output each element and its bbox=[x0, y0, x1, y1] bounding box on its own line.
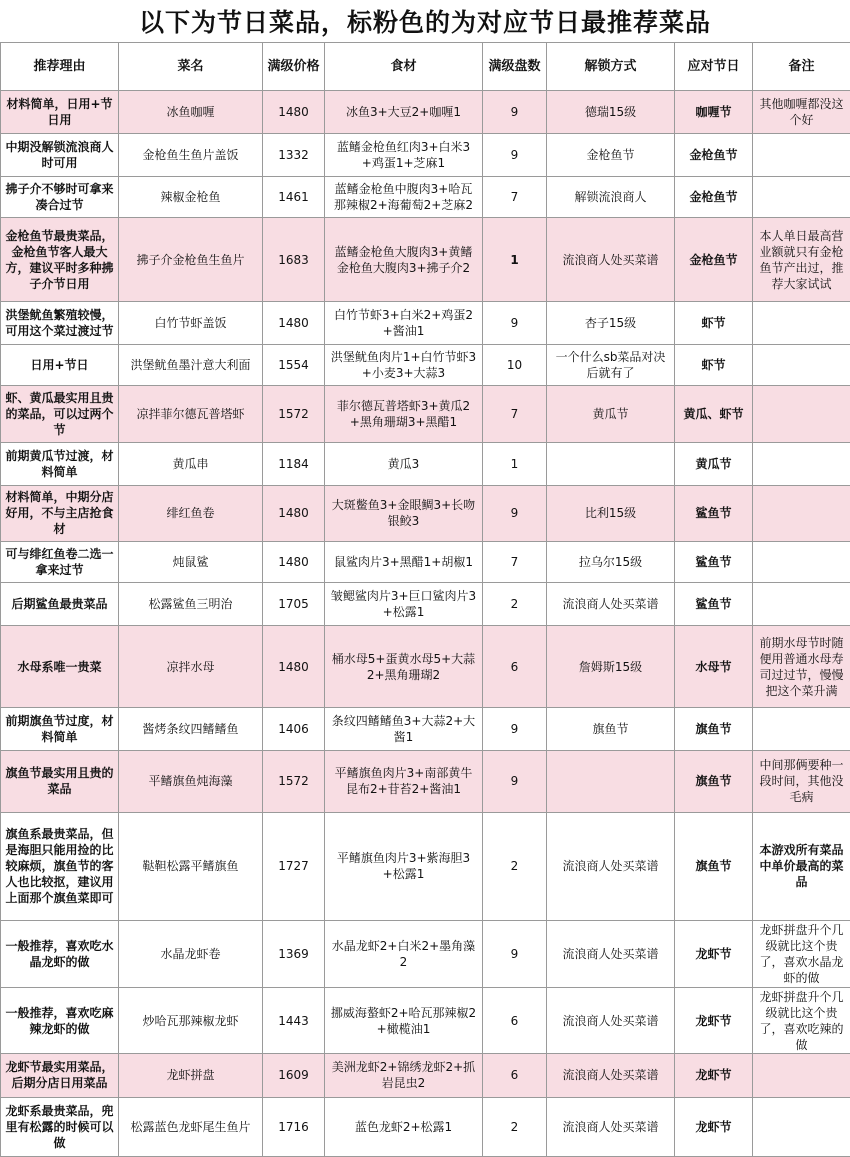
servings-cell: 9 bbox=[483, 708, 547, 751]
price-cell: 1369 bbox=[263, 921, 325, 988]
festival-cell: 水母节 bbox=[675, 626, 753, 708]
note-cell bbox=[753, 1054, 850, 1097]
servings-cell: 2 bbox=[483, 582, 547, 625]
unlock-cell: 流浪商人处买菜谱 bbox=[547, 987, 675, 1054]
servings-cell: 6 bbox=[483, 1054, 547, 1097]
festival-cell: 旗鱼节 bbox=[675, 812, 753, 921]
ingredients-cell: 平鳍旗鱼肉片3+南部黄牛昆布2+苷苔2+酱油1 bbox=[325, 751, 483, 813]
servings-cell: 1 bbox=[483, 442, 547, 485]
dish-cell: 洪堡鱿鱼墨汁意大利面 bbox=[119, 345, 263, 386]
ingredients-cell: 平鳍旗鱼肉片3+紫海胆3+松露1 bbox=[325, 812, 483, 921]
dish-cell: 龙虾拼盘 bbox=[119, 1054, 263, 1097]
price-cell: 1332 bbox=[263, 134, 325, 177]
servings-cell: 10 bbox=[483, 345, 547, 386]
table-row bbox=[1, 987, 850, 1054]
header-unlock: 解锁方式 bbox=[547, 43, 675, 91]
servings-cell: 6 bbox=[483, 626, 547, 708]
table-row bbox=[1, 1054, 850, 1097]
table-row bbox=[1, 708, 850, 751]
unlock-cell: 流浪商人处买菜谱 bbox=[547, 218, 675, 302]
servings-cell: 6 bbox=[483, 987, 547, 1054]
unlock-cell: 流浪商人处买菜谱 bbox=[547, 1097, 675, 1156]
festival-cell: 龙虾节 bbox=[675, 921, 753, 988]
festival-cell: 黄瓜节 bbox=[675, 442, 753, 485]
reason-cell: 材料简单，中期分店好用，不与主店抢食材 bbox=[1, 485, 119, 541]
unlock-cell: 旗鱼节 bbox=[547, 708, 675, 751]
festival-cell: 鲨鱼节 bbox=[675, 541, 753, 582]
unlock-cell: 詹姆斯15级 bbox=[547, 626, 675, 708]
festival-cell: 龙虾节 bbox=[675, 1097, 753, 1156]
price-cell: 1572 bbox=[263, 386, 325, 442]
ingredients-cell: 蓝色龙虾2+松露1 bbox=[325, 1097, 483, 1156]
table-row bbox=[1, 626, 850, 708]
festival-cell: 旗鱼节 bbox=[675, 708, 753, 751]
table-row bbox=[1, 582, 850, 625]
table-row bbox=[1, 812, 850, 921]
header-festival: 应对节日 bbox=[675, 43, 753, 91]
note-cell: 其他咖喱都没这个好 bbox=[753, 91, 850, 134]
reason-cell: 前期黄瓜节过渡，材料简单 bbox=[1, 442, 119, 485]
dish-cell: 酱烤条纹四鳍鳍鱼 bbox=[119, 708, 263, 751]
price-cell: 1683 bbox=[263, 218, 325, 302]
servings-cell: 9 bbox=[483, 302, 547, 345]
servings-cell: 7 bbox=[483, 541, 547, 582]
dish-cell: 炖鼠鲨 bbox=[119, 541, 263, 582]
servings-cell: 9 bbox=[483, 751, 547, 813]
header-ingredients: 食材 bbox=[325, 43, 483, 91]
servings-cell: 9 bbox=[483, 134, 547, 177]
note-cell bbox=[753, 708, 850, 751]
ingredients-cell: 美洲龙虾2+锦绣龙虾2+抓岩昆虫2 bbox=[325, 1054, 483, 1097]
header-dish: 菜名 bbox=[119, 43, 263, 91]
servings-cell: 9 bbox=[483, 921, 547, 988]
price-cell: 1443 bbox=[263, 987, 325, 1054]
dish-cell: 拂子介金枪鱼生鱼片 bbox=[119, 218, 263, 302]
festival-cell: 鲨鱼节 bbox=[675, 582, 753, 625]
servings-cell: 2 bbox=[483, 1097, 547, 1156]
unlock-cell: 解锁流浪商人 bbox=[547, 177, 675, 218]
unlock-cell bbox=[547, 442, 675, 485]
festival-cell: 龙虾节 bbox=[675, 1054, 753, 1097]
price-cell: 1480 bbox=[263, 626, 325, 708]
ingredients-cell: 黄瓜3 bbox=[325, 442, 483, 485]
dish-cell: 水晶龙虾卷 bbox=[119, 921, 263, 988]
ingredients-cell: 水晶龙虾2+白米2+墨角藻2 bbox=[325, 921, 483, 988]
festival-cell: 金枪鱼节 bbox=[675, 134, 753, 177]
unlock-cell: 流浪商人处买菜谱 bbox=[547, 812, 675, 921]
reason-cell: 拂子介不够时可拿来凑合过节 bbox=[1, 177, 119, 218]
reason-cell: 洪堡鱿鱼繁殖较慢，可用这个菜过渡过节 bbox=[1, 302, 119, 345]
festival-cell: 金枪鱼节 bbox=[675, 218, 753, 302]
festival-cell: 虾节 bbox=[675, 302, 753, 345]
note-cell bbox=[753, 134, 850, 177]
dish-cell: 黄瓜串 bbox=[119, 442, 263, 485]
table-row bbox=[1, 386, 850, 442]
note-cell: 本人单日最高营业额就只有金枪鱼节产出过，推荐大家试试 bbox=[753, 218, 850, 302]
price-cell: 1572 bbox=[263, 751, 325, 813]
price-cell: 1480 bbox=[263, 541, 325, 582]
ingredients-cell: 菲尔德瓦普塔虾3+黄瓜2+黑角珊瑚3+黑醋1 bbox=[325, 386, 483, 442]
servings-cell: 2 bbox=[483, 812, 547, 921]
reason-cell: 日用+节日 bbox=[1, 345, 119, 386]
table-row bbox=[1, 91, 850, 134]
reason-cell: 前期旗鱼节过度，材料简单 bbox=[1, 708, 119, 751]
ingredients-cell: 条纹四鳍鳍鱼3+大蒜2+大酱1 bbox=[325, 708, 483, 751]
table-row bbox=[1, 218, 850, 302]
table-row bbox=[1, 177, 850, 218]
reason-cell: 旗鱼节最实用且贵的菜品 bbox=[1, 751, 119, 813]
table-body bbox=[1, 91, 850, 1157]
reason-cell: 材料简单，日用+节日用 bbox=[1, 91, 119, 134]
price-cell: 1705 bbox=[263, 582, 325, 625]
price-cell: 1609 bbox=[263, 1054, 325, 1097]
dish-cell: 辣椒金枪鱼 bbox=[119, 177, 263, 218]
dish-cell: 白竹节虾盖饭 bbox=[119, 302, 263, 345]
servings-cell: 7 bbox=[483, 177, 547, 218]
festival-cell: 金枪鱼节 bbox=[675, 177, 753, 218]
ingredients-cell: 鼠鲨肉片3+黑醋1+胡椒1 bbox=[325, 541, 483, 582]
table-row bbox=[1, 1097, 850, 1156]
price-cell: 1716 bbox=[263, 1097, 325, 1156]
unlock-cell bbox=[547, 751, 675, 813]
unlock-cell: 黄瓜节 bbox=[547, 386, 675, 442]
unlock-cell: 流浪商人处买菜谱 bbox=[547, 1054, 675, 1097]
dish-cell: 平鳍旗鱼炖海藻 bbox=[119, 751, 263, 813]
reason-cell: 中期没解锁流浪商人时可用 bbox=[1, 134, 119, 177]
header-servings: 满级盘数 bbox=[483, 43, 547, 91]
festival-cell: 咖喱节 bbox=[675, 91, 753, 134]
reason-cell: 一般推荐，喜欢吃麻辣龙虾的做 bbox=[1, 987, 119, 1054]
ingredients-cell: 蓝鳍金枪鱼红肉3+白米3+鸡蛋1+芝麻1 bbox=[325, 134, 483, 177]
unlock-cell: 比利15级 bbox=[547, 485, 675, 541]
ingredients-cell: 皱鳃鲨肉片3+巨口鲨肉片3+松露1 bbox=[325, 582, 483, 625]
table-row bbox=[1, 921, 850, 988]
note-cell bbox=[753, 541, 850, 582]
unlock-cell: 金枪鱼节 bbox=[547, 134, 675, 177]
festival-dish-table bbox=[0, 42, 850, 1157]
note-cell: 前期水母节时随便用普通水母寿司过过节，慢慢把这个菜升满 bbox=[753, 626, 850, 708]
dish-cell: 凉拌水母 bbox=[119, 626, 263, 708]
table-row bbox=[1, 134, 850, 177]
unlock-cell: 流浪商人处买菜谱 bbox=[547, 921, 675, 988]
table-row bbox=[1, 541, 850, 582]
table-row bbox=[1, 751, 850, 813]
note-cell bbox=[753, 386, 850, 442]
table-row bbox=[1, 345, 850, 386]
note-cell: 中间那俩要种一段时间，其他没毛病 bbox=[753, 751, 850, 813]
festival-cell: 龙虾节 bbox=[675, 987, 753, 1054]
table-row bbox=[1, 302, 850, 345]
note-cell: 龙虾拼盘升个几级就比这个贵了，喜欢水晶龙虾的做 bbox=[753, 921, 850, 988]
reason-cell: 虾、黄瓜最实用且贵的菜品，可以过两个节 bbox=[1, 386, 119, 442]
reason-cell: 龙虾节最实用菜品，后期分店日用菜品 bbox=[1, 1054, 119, 1097]
header-note: 备注 bbox=[753, 43, 850, 91]
servings-cell: 7 bbox=[483, 386, 547, 442]
reason-cell: 后期鲨鱼最贵菜品 bbox=[1, 582, 119, 625]
festival-cell: 黄瓜、虾节 bbox=[675, 386, 753, 442]
ingredients-cell: 桶水母5+蛋黄水母5+大蒜2+黑角珊瑚2 bbox=[325, 626, 483, 708]
price-cell: 1406 bbox=[263, 708, 325, 751]
price-cell: 1554 bbox=[263, 345, 325, 386]
servings-cell: 1 bbox=[483, 218, 547, 302]
note-cell bbox=[753, 582, 850, 625]
festival-cell: 旗鱼节 bbox=[675, 751, 753, 813]
dish-cell: 冰鱼咖喱 bbox=[119, 91, 263, 134]
dish-cell: 松露鲨鱼三明治 bbox=[119, 582, 263, 625]
header-price: 满级价格 bbox=[263, 43, 325, 91]
note-cell bbox=[753, 485, 850, 541]
ingredients-cell: 洪堡鱿鱼肉片1+白竹节虾3+小麦3+大蒜3 bbox=[325, 345, 483, 386]
price-cell: 1480 bbox=[263, 485, 325, 541]
unlock-cell: 一个什么sb菜品对决后就有了 bbox=[547, 345, 675, 386]
ingredients-cell: 蓝鳍金枪鱼大腹肉3+黄鳍金枪鱼大腹肉3+拂子介2 bbox=[325, 218, 483, 302]
ingredients-cell: 大斑鳖鱼3+金眼鲷3+长吻银鲛3 bbox=[325, 485, 483, 541]
note-cell bbox=[753, 302, 850, 345]
note-cell bbox=[753, 442, 850, 485]
reason-cell: 金枪鱼节最贵菜品，金枪鱼节客人最大方，建议平时多种拂子介节日用 bbox=[1, 218, 119, 302]
price-cell: 1727 bbox=[263, 812, 325, 921]
reason-cell: 水母系唯一贵菜 bbox=[1, 626, 119, 708]
note-cell bbox=[753, 1097, 850, 1156]
servings-cell: 9 bbox=[483, 485, 547, 541]
note-cell: 龙虾拼盘升个几级就比这个贵了，喜欢吃辣的做 bbox=[753, 987, 850, 1054]
ingredients-cell: 蓝鳍金枪鱼中腹肉3+哈瓦那辣椒2+海葡萄2+芝麻2 bbox=[325, 177, 483, 218]
dish-cell: 凉拌菲尔德瓦普塔虾 bbox=[119, 386, 263, 442]
note-cell: 本游戏所有菜品中单价最高的菜品 bbox=[753, 812, 850, 921]
dish-cell: 金枪鱼生鱼片盖饭 bbox=[119, 134, 263, 177]
price-cell: 1184 bbox=[263, 442, 325, 485]
ingredients-cell: 挪威海螯虾2+哈瓦那辣椒2+橄榄油1 bbox=[325, 987, 483, 1054]
table-row bbox=[1, 442, 850, 485]
unlock-cell: 德瑞15级 bbox=[547, 91, 675, 134]
dish-cell: 鞑靼松露平鳍旗鱼 bbox=[119, 812, 263, 921]
header-reason: 推荐理由 bbox=[1, 43, 119, 91]
page-title: 以下为节日菜品，标粉色的为对应节日最推荐菜品 bbox=[138, 8, 711, 37]
servings-cell: 9 bbox=[483, 91, 547, 134]
ingredients-cell: 冰鱼3+大豆2+咖喱1 bbox=[325, 91, 483, 134]
table-header-row bbox=[1, 43, 850, 91]
unlock-cell: 杏子15级 bbox=[547, 302, 675, 345]
dish-cell: 炒哈瓦那辣椒龙虾 bbox=[119, 987, 263, 1054]
reason-cell: 可与绯红鱼卷二选一拿来过节 bbox=[1, 541, 119, 582]
unlock-cell: 流浪商人处买菜谱 bbox=[547, 582, 675, 625]
festival-cell: 鲨鱼节 bbox=[675, 485, 753, 541]
dish-cell: 绯红鱼卷 bbox=[119, 485, 263, 541]
table-row bbox=[1, 485, 850, 541]
ingredients-cell: 白竹节虾3+白米2+鸡蛋2+酱油1 bbox=[325, 302, 483, 345]
reason-cell: 龙虾系最贵菜品，兜里有松露的时候可以做 bbox=[1, 1097, 119, 1156]
dish-cell: 松露蓝色龙虾尾生鱼片 bbox=[119, 1097, 263, 1156]
festival-cell: 虾节 bbox=[675, 345, 753, 386]
price-cell: 1461 bbox=[263, 177, 325, 218]
reason-cell: 旗鱼系最贵菜品，但是海胆只能用捡的比较麻烦，旗鱼节的客人也比较抠，建议用上面那个旗鱼菜即可 bbox=[1, 812, 119, 921]
note-cell bbox=[753, 177, 850, 218]
note-cell bbox=[753, 345, 850, 386]
unlock-cell: 拉乌尔15级 bbox=[547, 541, 675, 582]
price-cell: 1480 bbox=[263, 302, 325, 345]
reason-cell: 一般推荐，喜欢吃水晶龙虾的做 bbox=[1, 921, 119, 988]
price-cell: 1480 bbox=[263, 91, 325, 134]
